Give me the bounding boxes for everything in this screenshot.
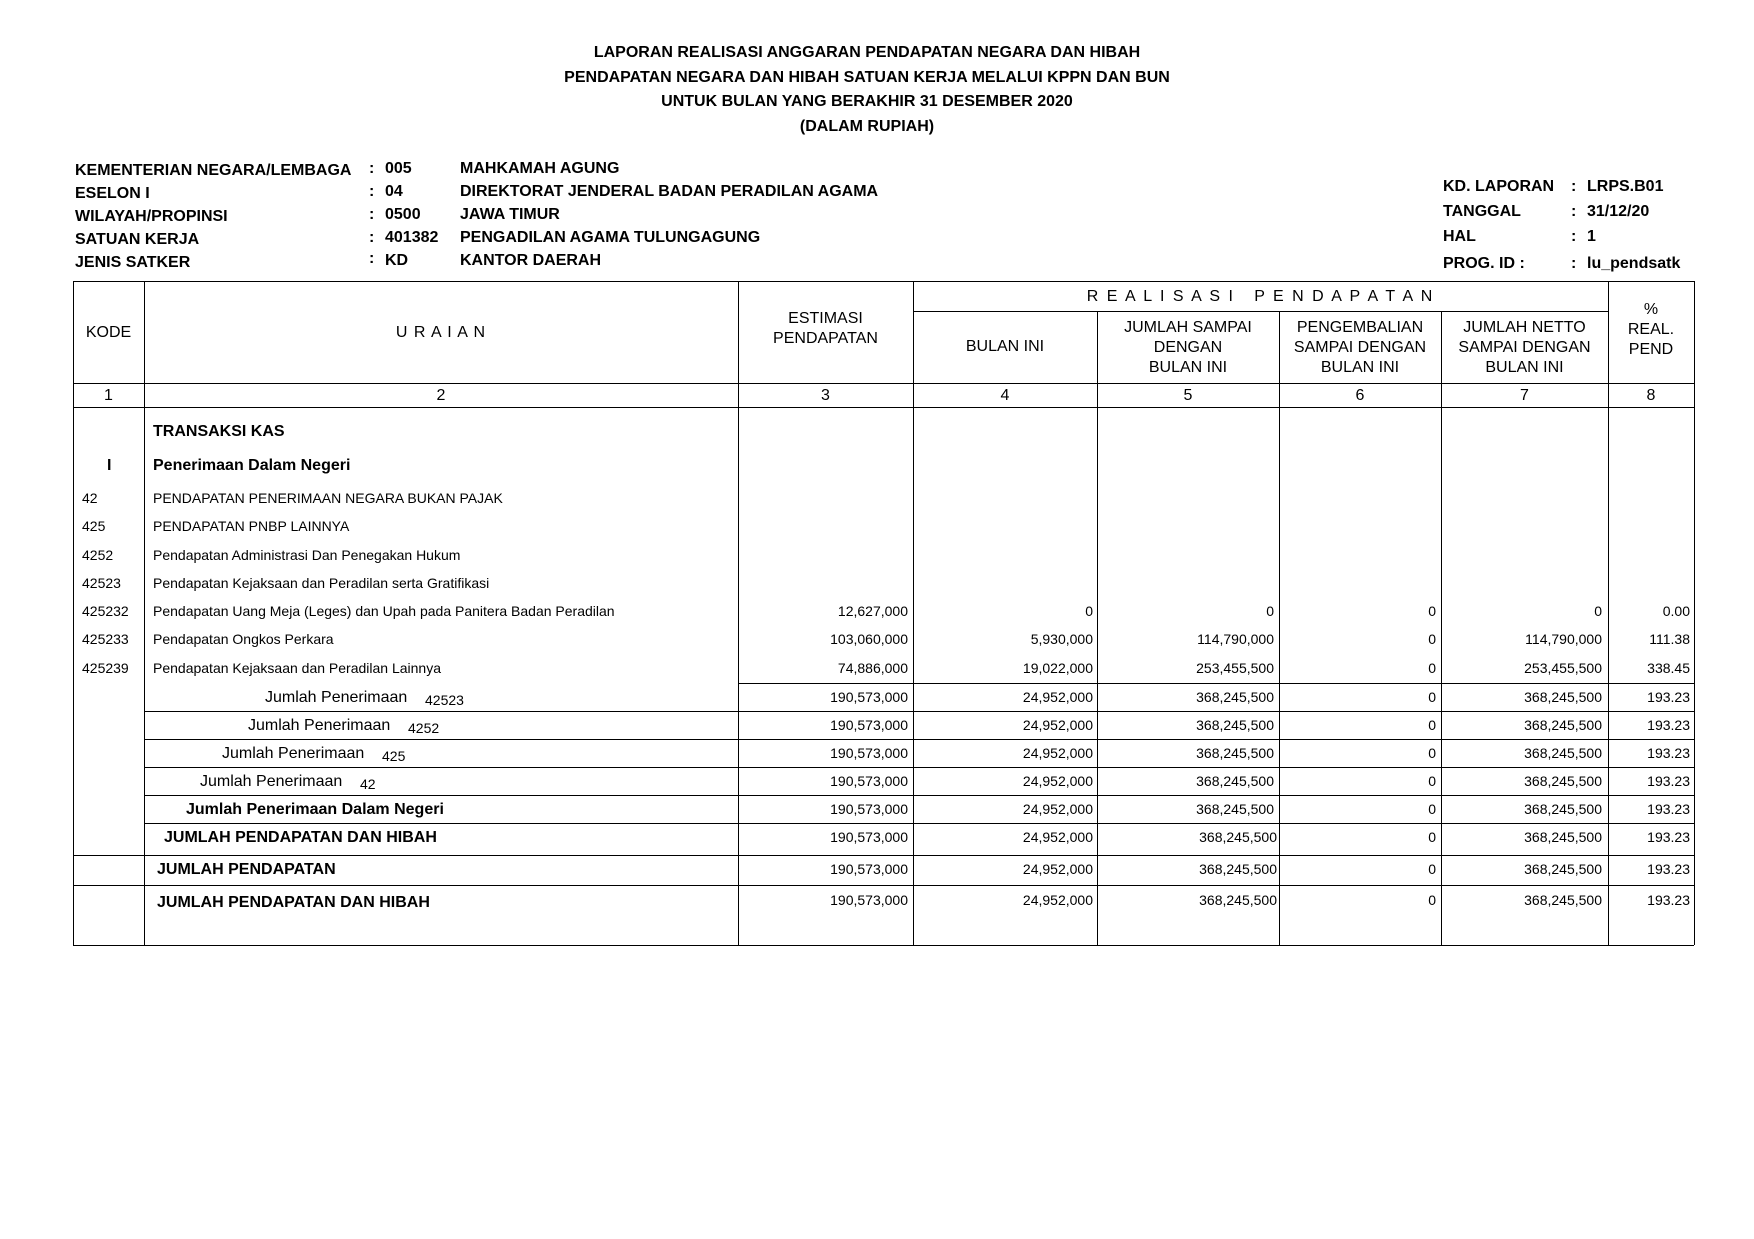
table-border-bottom	[73, 945, 1694, 946]
subtotal-label: Jumlah Penerimaan	[248, 717, 391, 734]
table-header-divider	[913, 311, 1608, 312]
cell-persen: 193.23	[1647, 861, 1690, 877]
meta-code-satuan-kerja: 401382	[385, 229, 439, 246]
meta-sep: :	[369, 250, 375, 267]
column-number: 7	[1520, 387, 1529, 404]
meta-sep: :	[1571, 178, 1577, 195]
col-border	[73, 281, 74, 945]
cell-persen: 193.23	[1647, 892, 1690, 908]
cell-bulan-ini: 24,952,000	[1022, 717, 1093, 733]
header-bulan-ini: BULAN INI	[965, 338, 1045, 355]
cell-bulan-ini: 5,930,000	[1030, 631, 1093, 647]
header-persen-line: REAL.	[1627, 321, 1675, 338]
cell-estimasi: 190,573,000	[830, 861, 908, 877]
meta-sep: :	[1571, 203, 1577, 220]
header-persen-line: %	[1643, 301, 1659, 318]
report-title-line-1: LAPORAN REALISASI ANGGARAN PENDAPATAN NEGARA DAN HIBAH	[593, 44, 1141, 61]
header-jumlah-sampai-line: JUMLAH SAMPAI	[1124, 319, 1252, 336]
cell-netto: 368,245,500	[1524, 717, 1602, 733]
meta-label-satuan-kerja: SATUAN KERJA	[75, 231, 200, 248]
cell-bulan-ini: 24,952,000	[1022, 689, 1093, 705]
report-title-line-2: PENDAPATAN NEGARA DAN HIBAH SATUAN KERJA MELALUI KPPN DAN BUN	[564, 69, 1170, 86]
cell-estimasi: 190,573,000	[830, 801, 908, 817]
meta-sep: :	[1571, 228, 1577, 245]
meta-value-prog-id: lu_pendsatk	[1587, 255, 1681, 272]
cell-pengembalian: 0	[1428, 861, 1436, 877]
cell-estimasi: 190,573,000	[830, 717, 908, 733]
cell-estimasi: 103,060,000	[830, 631, 908, 647]
column-number: 5	[1183, 387, 1193, 404]
total-label: JUMLAH PENDAPATAN	[157, 861, 336, 878]
header-realisasi: R E A L I S A S I P E N D A P A T A N	[1086, 288, 1435, 305]
subtotal-code: 42523	[425, 692, 464, 708]
cell-pengembalian: 0	[1428, 829, 1436, 845]
meta-sep: :	[369, 183, 375, 200]
cell-estimasi: 74,886,000	[837, 660, 908, 676]
subtotal-code: 4252	[408, 720, 440, 736]
header-jumlah-netto-line: JUMLAH NETTO	[1463, 319, 1586, 336]
table-border-top	[73, 281, 1694, 282]
cell-netto: 368,245,500	[1524, 745, 1602, 761]
meta-code-eselon: 04	[385, 183, 403, 200]
cell-persen: 193.23	[1647, 829, 1690, 845]
cell-persen: 0.00	[1662, 603, 1690, 619]
cell-persen: 193.23	[1647, 689, 1690, 705]
header-persen-line: PEND	[1628, 341, 1674, 358]
meta-code-jenis-satker: KD	[385, 252, 409, 269]
cell-bulan-ini: 24,952,000	[1022, 745, 1093, 761]
meta-label-kementerian: KEMENTERIAN NEGARA/LEMBAGA	[75, 162, 352, 179]
cell-sampai: 368,245,500	[1196, 745, 1274, 761]
cell-estimasi: 190,573,000	[830, 892, 908, 908]
cell-sampai: 368,245,500	[1196, 717, 1274, 733]
column-number: 2	[436, 387, 446, 404]
cell-bulan-ini: 24,952,000	[1022, 861, 1093, 877]
cell-persen: 193.23	[1647, 745, 1690, 761]
cell-netto: 368,245,500	[1524, 861, 1602, 877]
row-uraian: Pendapatan Administrasi Dan Penegakan Hukum	[153, 547, 461, 563]
cell-sampai: 368,245,500	[1199, 829, 1277, 845]
meta-sep: :	[369, 160, 375, 177]
cell-pengembalian: 0	[1428, 603, 1436, 619]
cell-pengembalian: 0	[1428, 745, 1436, 761]
row-kode: 42	[82, 490, 98, 506]
cell-netto: 0	[1594, 603, 1602, 619]
meta-value-tanggal: 31/12/20	[1587, 203, 1650, 220]
row-kode: 425232	[82, 603, 129, 619]
row-kode: 42523	[82, 575, 121, 591]
cell-persen: 193.23	[1647, 801, 1690, 817]
cell-pengembalian: 0	[1428, 717, 1436, 733]
cell-estimasi: 190,573,000	[830, 689, 908, 705]
header-kode: KODE	[85, 324, 132, 341]
row-uraian: Pendapatan Kejaksaan dan Peradilan serta Gratifikasi	[153, 575, 490, 591]
table-colnum-bottom	[73, 407, 1694, 408]
cell-pengembalian: 0	[1428, 773, 1436, 789]
row-kode: 4252	[82, 547, 114, 563]
col-border	[1694, 281, 1695, 945]
meta-sep: :	[369, 206, 375, 223]
meta-sep: :	[369, 229, 375, 246]
row-uraian: PENDAPATAN PNBP LAINNYA	[153, 518, 350, 534]
row-uraian: Pendapatan Uang Meja (Leges) dan Upah pada Panitera Badan Peradilan	[153, 603, 615, 619]
column-number: 4	[1000, 387, 1010, 404]
table-header-bottom	[73, 383, 1694, 384]
section-penerimaan-dalam-negeri: Penerimaan Dalam Negeri	[153, 457, 351, 474]
row-uraian: Pendapatan Kejaksaan dan Peradilan Lainnya	[153, 660, 442, 676]
meta-label-prog-id: PROG. ID :	[1443, 255, 1525, 272]
cell-sampai: 368,245,500	[1196, 773, 1274, 789]
header-estimasi-line: PENDAPATAN	[773, 330, 878, 347]
cell-netto: 368,245,500	[1524, 689, 1602, 705]
subtotal-label: Jumlah Penerimaan	[265, 689, 408, 706]
header-pengembalian-line: BULAN INI	[1320, 359, 1400, 376]
header-jumlah-sampai	[1097, 318, 1279, 378]
row-kode: 425233	[82, 631, 129, 647]
cell-estimasi: 190,573,000	[830, 745, 908, 761]
cell-pengembalian: 0	[1428, 801, 1436, 817]
meta-name-wilayah: JAWA TIMUR	[460, 206, 560, 223]
cell-bulan-ini: 24,952,000	[1022, 801, 1093, 817]
header-pengembalian-line: SAMPAI DENGAN	[1293, 339, 1427, 356]
cell-netto: 368,245,500	[1524, 892, 1602, 908]
cell-pengembalian: 0	[1428, 660, 1436, 676]
cell-sampai: 253,455,500	[1196, 660, 1274, 676]
section-transaksi-kas: TRANSAKSI KAS	[153, 423, 285, 440]
section-roman-numeral: I	[107, 457, 112, 474]
col-border	[144, 281, 145, 945]
cell-sampai: 368,245,500	[1196, 689, 1274, 705]
cell-sampai: 0	[1266, 603, 1274, 619]
column-number: 1	[104, 387, 113, 404]
cell-persen: 111.38	[1649, 631, 1690, 647]
cell-bulan-ini: 19,022,000	[1022, 660, 1093, 676]
column-number: 6	[1355, 387, 1365, 404]
cell-estimasi: 12,627,000	[837, 603, 908, 619]
cell-estimasi: 190,573,000	[830, 829, 908, 845]
cell-pengembalian: 0	[1428, 689, 1436, 705]
subtotal-code: 425	[382, 748, 406, 764]
meta-sep: :	[1571, 255, 1577, 272]
cell-bulan-ini: 24,952,000	[1022, 773, 1093, 789]
cell-estimasi: 190,573,000	[830, 773, 908, 789]
row-kode: 425239	[82, 660, 129, 676]
header-persen	[1608, 300, 1694, 360]
cell-persen: 338.45	[1647, 660, 1690, 676]
header-jumlah-netto-line: BULAN INI	[1485, 359, 1564, 376]
subtotal-label: Jumlah Penerimaan	[200, 773, 343, 790]
meta-value-hal: 1	[1587, 228, 1596, 245]
cell-netto: 253,455,500	[1524, 660, 1602, 676]
report-title-line-4: (DALAM RUPIAH)	[799, 118, 935, 135]
header-estimasi	[738, 309, 913, 349]
cell-sampai: 368,245,500	[1199, 861, 1277, 877]
meta-label-wilayah: WILAYAH/PROPINSI	[75, 208, 228, 225]
header-estimasi-line: ESTIMASI	[788, 310, 863, 327]
meta-label-tanggal: TANGGAL	[1443, 203, 1521, 220]
column-number: 3	[821, 387, 830, 404]
meta-label-jenis-satker: JENIS SATKER	[75, 254, 191, 271]
meta-label-eselon: ESELON I	[75, 185, 150, 202]
header-uraian: U R A I A N	[395, 324, 487, 341]
report-title-line-3: UNTUK BULAN YANG BERAKHIR 31 DESEMBER 2020	[661, 93, 1073, 110]
row-uraian: Pendapatan Ongkos Perkara	[153, 631, 334, 647]
subtotal-code: 42	[360, 776, 376, 792]
meta-value-kd-laporan: LRPS.B01	[1587, 178, 1664, 195]
meta-name-eselon: DIREKTORAT JENDERAL BADAN PERADILAN AGAMA	[460, 183, 879, 200]
header-pengembalian	[1279, 318, 1441, 378]
meta-name-jenis-satker: KANTOR DAERAH	[460, 252, 602, 269]
header-pengembalian-line: PENGEMBALIAN	[1296, 319, 1424, 336]
cell-pengembalian: 0	[1428, 631, 1436, 647]
cell-netto: 368,245,500	[1524, 801, 1602, 817]
header-jumlah-sampai-line: DENGAN	[1153, 339, 1223, 356]
header-jumlah-netto	[1441, 318, 1608, 378]
meta-name-satuan-kerja: PENGADILAN AGAMA TULUNGAGUNG	[460, 229, 761, 246]
cell-bulan-ini: 0	[1085, 603, 1093, 619]
cell-netto: 114,790,000	[1525, 631, 1602, 647]
cell-netto: 368,245,500	[1524, 773, 1602, 789]
meta-code-wilayah: 0500	[385, 206, 421, 223]
meta-name-kementerian: MAHKAMAH AGUNG	[460, 160, 620, 177]
cell-sampai: 368,245,500	[1196, 801, 1274, 817]
cell-persen: 193.23	[1647, 773, 1690, 789]
total-label: JUMLAH PENDAPATAN DAN HIBAH	[157, 894, 430, 911]
cell-netto: 368,245,500	[1524, 829, 1602, 845]
column-number: 8	[1646, 387, 1656, 404]
header-jumlah-sampai-line: BULAN INI	[1148, 359, 1228, 376]
cell-pengembalian: 0	[1428, 892, 1436, 908]
subtotal-label: JUMLAH PENDAPATAN DAN HIBAH	[164, 829, 437, 846]
cell-persen: 193.23	[1647, 717, 1690, 733]
cell-sampai: 368,245,500	[1199, 892, 1277, 908]
meta-label-kd-laporan: KD. LAPORAN	[1443, 178, 1555, 195]
cell-bulan-ini: 24,952,000	[1022, 892, 1093, 908]
subtotal-label: Jumlah Penerimaan Dalam Negeri	[186, 801, 444, 818]
meta-code-kementerian: 005	[385, 160, 412, 177]
row-kode: 425	[82, 518, 106, 534]
header-jumlah-netto-line: SAMPAI DENGAN	[1458, 339, 1591, 356]
cell-sampai: 114,790,000	[1197, 631, 1274, 647]
subtotal-label: Jumlah Penerimaan	[222, 745, 365, 762]
meta-label-hal: HAL	[1443, 228, 1476, 245]
cell-bulan-ini: 24,952,000	[1022, 829, 1093, 845]
row-uraian: PENDAPATAN PENERIMAAN NEGARA BUKAN PAJAK	[153, 490, 503, 506]
